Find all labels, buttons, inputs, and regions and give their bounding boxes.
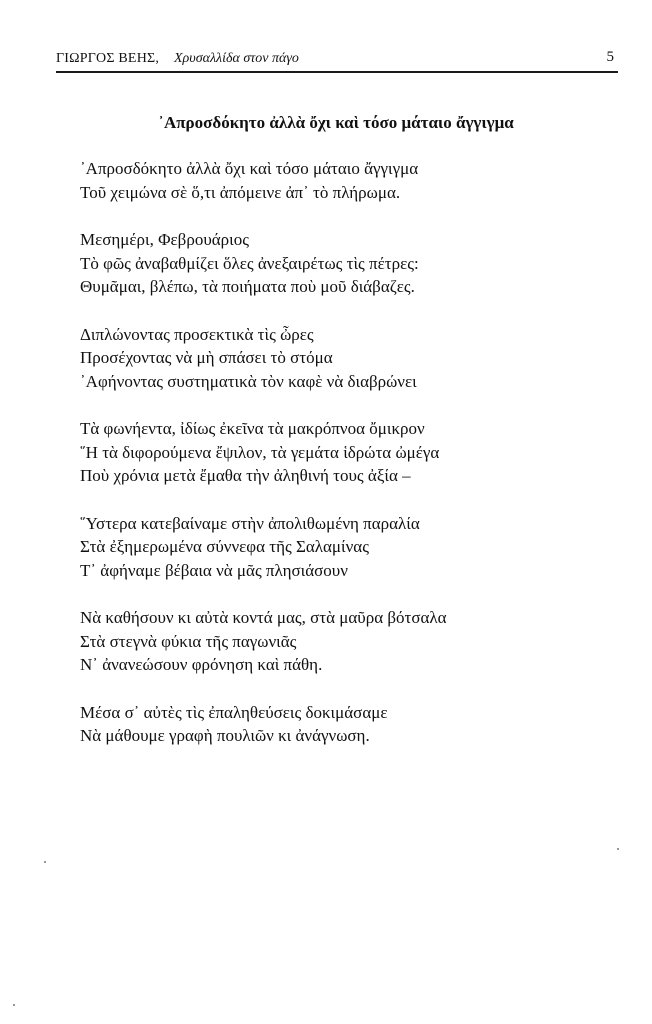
stanza-1: [80, 157, 620, 204]
page-number: 5: [606, 49, 614, 65]
scan-speck: [617, 848, 619, 850]
poem-line: Μέσα σ᾽ αὐτὲς τὶς ἐπαληθεύσεις δοκιμάσαμε: [80, 702, 388, 722]
scan-speck: [44, 861, 46, 863]
running-header: [56, 49, 618, 73]
scan-speck: [13, 1004, 15, 1006]
poem-body: [80, 157, 620, 772]
stanza-5: [80, 512, 620, 583]
poem-line: Ν᾽ ἀνανεώσουν φρόνηση καὶ πάθη.: [80, 655, 323, 674]
poem-line: Νὰ μάθουμε γραφὴ πουλιῶν κι ἀνάγνωση.: [80, 726, 370, 745]
poem-line: Διπλώνοντας προσεκτικὰ τὶς ὦρες: [80, 324, 314, 344]
poem-line: Τὸ φῶς ἀναβαθμίζει ὅλες ἀνεξαιρέτως τὶς πέτρες:: [80, 253, 419, 273]
poem-line: ῞Η τὰ διφορούμενα ἔψιλον, τὰ γεμάτα ἱδρώτα ὠμέγα: [80, 442, 440, 462]
poem-line: ῞Υστερα κατεβαίναμε στὴν ἀπολιθωμένη παραλία: [80, 513, 420, 533]
header-author: ΓΙΩΡΓΟΣ ΒΕΗΣ,: [56, 51, 160, 66]
poem-line: ᾽Απροσδόκητο ἀλλὰ ὄχι καὶ τόσο μάταιο ἄγγιγμα: [80, 159, 419, 178]
poem-line: Τ᾽ ἀφήναμε βέβαια νὰ μᾶς πλησιάσουν: [80, 560, 348, 580]
stanza-3: [80, 323, 620, 394]
poem-line: Θυμᾶμαι, βλέπω, τὰ ποιήματα ποὺ μοῦ διάβαζες.: [80, 277, 415, 296]
poem-title: ᾽Απροσδόκητο ἀλλὰ ὄχι καὶ τόσο μάταιο ἄγγιγμα: [158, 113, 514, 132]
poem-line: Προσέχοντας νὰ μὴ σπάσει τὸ στόμα: [80, 348, 333, 367]
stanza-6: [80, 606, 620, 677]
poem-line: ᾽Αφήνοντας συστηματικὰ τὸν καφὲ νὰ διαβρώνει: [80, 371, 417, 391]
poem-line: Τὰ φωνήεντα, ἰδίως ἐκεῖνα τὰ μακρόπνοα ὄμικρον: [80, 419, 425, 438]
poem-line: Στὰ ἐξημερωμένα σύννεφα τῆς Σαλαμίνας: [80, 537, 369, 556]
poem-line: Ποὺ χρόνια μετὰ ἔμαθα τὴν ἀληθινή τους ἀξία –: [80, 466, 411, 485]
header-book-title: Χρυσαλλίδα στον πάγο: [174, 51, 299, 66]
poem-line: Μεσημέρι, Φεβρουάριος: [80, 230, 249, 249]
stanza-2: [80, 228, 620, 299]
stanza-7: [80, 701, 620, 748]
stanza-4: [80, 417, 620, 488]
poem-line: Στὰ στεγνὰ φύκια τῆς παγωνιᾶς: [80, 631, 297, 651]
poem-line: Νὰ καθήσουν κι αὐτὰ κοντά μας, στὰ μαῦρα βότσαλα: [80, 608, 447, 627]
poem-line: Τοῦ χειμώνα σὲ ὅ,τι ἀπόμεινε ἀπ᾽ τὸ πλήρωμα.: [80, 182, 401, 202]
